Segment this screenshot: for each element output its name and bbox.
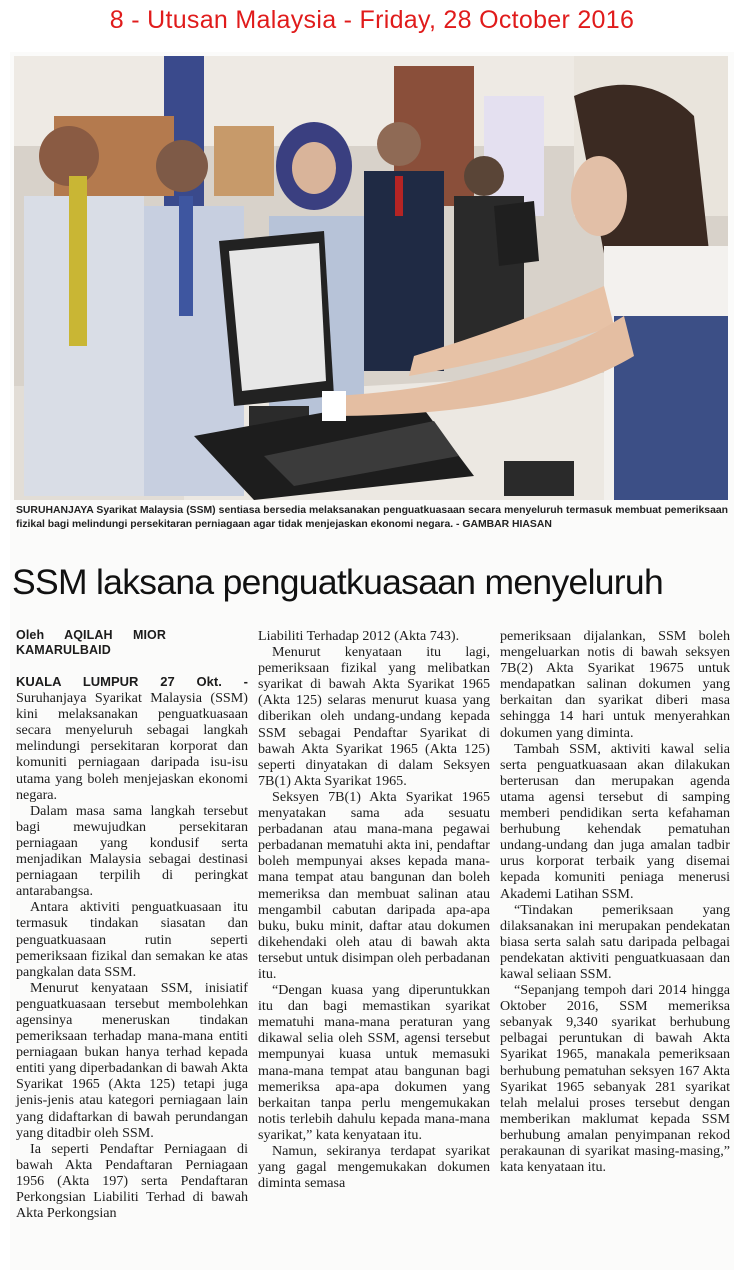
paragraph: “Tindakan pemeriksaan yang dilaksanakan ini merupakan pendekatan biasa serta salah satu daripada pelbagai pendekatan aktiviti penguatkuasaan dan kawal seliaan SSM. [500,901,730,982]
page-header: 8 - Utusan Malaysia - Friday, 28 October 2016 [109,6,635,34]
caption-text: Syarikat Malaysia (SSM) sentiasa bersedia melaksanakan penguatkuasaan secara menyeluruh termasuk membuat pemeriksaan fizikal bagi melindungi persekitaran perniagaan agar tidak menjejaskan ekonomi negara. [16,505,728,530]
article-column-3 [500,628,730,1175]
store-scene-illustration [14,56,728,500]
article-headline: SSM laksana penguatkuasaan menyeluruh [12,562,664,602]
paragraph: Ia seperti Pendaftar Perniagaan di bawah Akta Pendaftaran Perniagaan 1956 (Akta 197) serta Pendaftaran Perkongsian Liabiliti Terhad di bawah Akta Perkongsian [16,1140,248,1222]
news-photo [14,56,728,500]
article-column-1 [16,628,248,1221]
paragraph: Antara aktiviti penguatkuasaan itu termasuk tindakan siasatan dan penguatkuasaan rutin seperti pemeriksaan fizikal dan semakan ke atas pangkalan data SSM. [16,899,248,980]
paragraph: Menurut kenyataan itu lagi, pemeriksaan fizikal yang melibatkan syarikat di bawah Akta Syarikat 1965 (Akta 125) selaras menurut kuasa yang diberikan oleh undang-undang kepada SSM sebagai Pendaftar Syarikat di bawah Akta Syarikat 1965 (Akta 125) seperti dinyatakan di dalam Seksyen 7B(1) Akta Syarikat 1965. [258,644,490,789]
paragraph: Menurut kenyataan SSM, inisiatif penguatkuasaan tersebut membolehkan agensinya meneruskan tindakan pemeriksaan terhadap mana-mana entiti perniagaan bukan hanya terhad kepada entiti yang diperbadankan di bawah Akta Syarikat 1965 (Akta 125) tetapi juga jenis-jenis atau kategori perniagaan lain yang didaftarkan di bawah perundangan yang ditadbir oleh SSM. [16,979,248,1141]
paragraph: Dalam masa sama langkah tersebut bagi mewujudkan persekitaran perniagaan yang kondusif serta menjadikan Malaysia sebagai destinasi perniagaan terpilih di peringkat antarabangsa. [16,802,248,900]
paragraph: Tambah SSM, aktiviti kawal selia serta penguatkuasaan akan dilakukan berterusan dan merupakan agenda utama agensi tersebut di samping memberi pendidikan serta kefahaman berhubung kehendak pematuhan undang-undang dan juga amalan tadbir urus korporat terbaik yang disemai kepada komuniti peniaga menerusi Akademi Latihan SSM. [500,740,730,902]
paragraph: KUALA LUMPUR 27 Okt. - Suruhanjaya Syarikat Malaysia (SSM) kini melaksanakan penguatkuasaan secara menyeluruh sebagai langkah melindungi persekitaran korporat dan komuniti perniagaan daripada isu-isu utama yang boleh menjejaskan ekonomi negara. [16,674,248,803]
paragraph: “Sepanjang tempoh dari 2014 hingga Oktober 2016, SSM memeriksa sebanyak 9,340 syarikat berhubung pelbagai peruntukan di bawah Akta Syarikat 1965, manakala pemeriksaan berhubung pematuhan seksyen 167 Akta Syarikat 1965 sebanyak 281 syarikat telah melalui proses tersebut dengan memberikan maklumat kepada SSM berhubung amalan penyimpanan rekod perakaunan di syarikat masing-masing,” kata kenyataan itu. [500,982,730,1176]
caption-credit: - GAMBAR HIASAN [453,519,552,530]
article-column-2 [258,628,490,1191]
photo-caption [16,504,728,532]
paragraph: pemeriksaan dijalankan, SSM boleh mengeluarkan notis di bawah seksyen 7B(2) Akta Syarikat 19675 untuk mendapatkan salinan dokumen yang berkaitan dan syarikat diberi masa sehingga 14 hari untuk menyerahkan dokumen yang diminta. [500,628,730,741]
byline: Oleh AQILAH MIOR KAMARULBAID [16,628,166,657]
paragraph: “Dengan kuasa yang diperuntukkan itu dan bagi memastikan syarikat mematuhi mana-mana peraturan yang dikawal selia oleh SSM, agensi tersebut mempunyai kuasa untuk memasuki mana-mana tempat atau bangunan bagi memeriksa apa-apa dokumen yang berkaitan tanpa perlu mengemukakan notis terlebih dahulu kepada mana-mana syarikat,” kata kenyataan itu. [258,982,490,1143]
paragraph: Seksyen 7B(1) Akta Syarikat 1965 menyatakan sama ada sesuatu perbadanan atau mana-mana pegawai perbadanan mematuhi akta ini, pendaftar boleh mempunyai akses kepada mana-mana tempat atau bangunan dan boleh memeriksa dan membuat salinan atau mengambil cabutan daripada apa-apa buku, buku minit, daftar atau dokumen dikehendaki oleh atau di bawah akta tersebut untuk disimpan oleh perbadanan itu. [258,788,490,982]
paragraph: Namun, sekiranya terdapat syarikat yang gagal mengemukakan dokumen diminta semasa [258,1143,490,1192]
paragraph: Liabiliti Terhadap 2012 (Akta 743). [258,628,460,644]
dateline: KUALA LUMPUR 27 Okt. - [16,674,248,689]
caption-lead: SURUHANJAYA [16,505,94,516]
